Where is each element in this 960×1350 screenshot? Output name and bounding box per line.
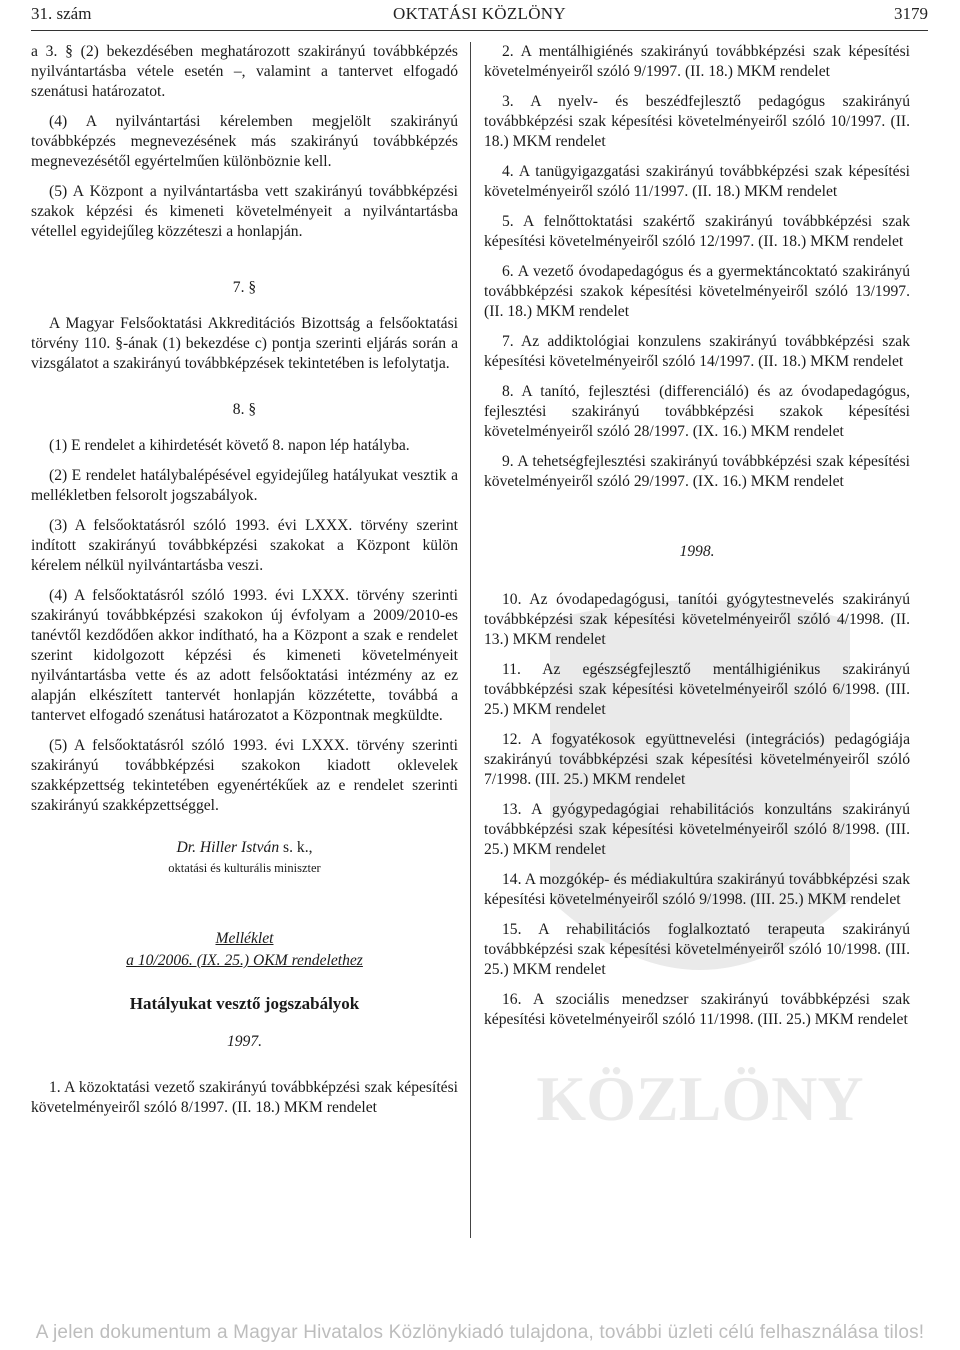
annex-title: Hatályukat vesztő jogszabályok <box>129 994 360 1013</box>
header-rule <box>31 30 928 31</box>
column-divider <box>470 42 471 1238</box>
section-heading: 7. § <box>232 279 257 296</box>
journal-title: OKTATÁSI KÖZLÖNY <box>393 4 566 23</box>
list-item: 16. A szociális menedzser szakirányú továbbképzési szak képesítési követelményeiről szóló 11/1998. (III. 25.) MKM rendelet <box>484 991 910 1028</box>
list-item: 7. Az addiktológiai konzulens szakirányú továbbképzési szak képesítési követelményeiről szóló 14/1997. (II. 18.) MKM rendelet <box>484 333 910 370</box>
signer-name: Dr. Hiller István <box>176 839 280 856</box>
list-item: 14. A mozgókép- és médiakultúra szakirányú továbbképzési szak képesítési követelményeiről szóló 9/1998. (III. 25.) MKM rendelet <box>484 871 910 908</box>
list-item: 9. A tehetségfejlesztési szakirányú továbbképzési szak képesítési követelményeiről szóló 29/1997. (IX. 16.) MKM rendelet <box>484 453 910 490</box>
list-item: 5. A felnőttoktatási szakértő szakirányú továbbképzési szak képesítési követelményeiről szóló 12/1997. (II. 18.) MKM rendelet <box>484 213 910 250</box>
section-heading: 8. § <box>232 401 257 418</box>
list-item: 13. A gyógypedagógiai rehabilitációs konzultáns szakirányú továbbképzési szak képesítési követelményeiről szóló 8/1998. (III. 25.) MKM rendelet <box>484 801 910 858</box>
signature-block <box>31 838 458 878</box>
list-item: 8. A tanító, fejlesztési (differenciáló) és az óvodapedagógus, fejlesztési szakirányú továbbképzési szakok képesítési követelményeiről szóló 28/1997. (IX. 16.) MKM rendelet <box>484 383 910 440</box>
paragraph: (5) A Központ a nyilvántartásba vett szakirányú továbbképzési szakok képzési és kimeneti követelményeit a nyilvántartásba vétellel egyidejűleg közzéteszi a honlapján. <box>31 183 458 240</box>
paragraph: a 3. § (2) bekezdésében meghatározott szakirányú továbbképzés nyilvántartásba vétele esetén –, valamint a tantervet elfogadó szenátusi határozatot. <box>31 43 458 100</box>
paragraph: (3) A felsőoktatásról szóló 1993. évi LXXX. törvény szerint indított szakirányú továbbképzési szakokat a Központ külön kérelem nélkül nyilvántartásba veszi. <box>31 517 458 574</box>
watermark-text: KÖZLÖNY <box>536 1063 864 1134</box>
paragraph: (5) A felsőoktatásról szóló 1993. évi LXXX. törvény szerinti szakirányú továbbképzési szakokon kiadott oklevelek szakképzettség tekintetében egyenértékűek az e rendelet szerinti szakirányú szakképzettséggel. <box>31 737 458 814</box>
paragraph: (4) A nyilvántartási kérelemben megjelölt szakirányú továbbképzés megnevezésének más szakirányú továbbképzés megnevezésétől egyértelműen különböznie kell. <box>31 113 458 170</box>
list-item: 12. A fogyatékosok együttnevelési (integrációs) pedagógiája szakirányú továbbképzési szak képesítési követelményeiről szóló 7/1998. (III. 25.) MKM rendelet <box>484 731 910 788</box>
issue-number: 31. szám <box>31 4 92 23</box>
year-heading: 1998. <box>679 543 715 560</box>
list-item: 4. A tanügyigazgatási szakirányú továbbképzési szak képesítési követelményeiről szóló 11/1997. (II. 18.) MKM rendelet <box>484 163 910 200</box>
list-item: 11. Az egészségfejlesztő mentálhigiénikus szakirányú továbbképzési szak képesítési követelményeiről szóló 6/1998. (III. 25.) MKM rendelet <box>484 661 910 718</box>
list-item: 3. A nyelv- és beszédfejlesztő pedagógus szakirányú továbbképzési szak képesítési követelményeiről szóló 10/1997. (II. 18.) MKM rendelet <box>484 93 910 150</box>
list-item: 15. A rehabilitációs foglalkoztató terapeuta szakirányú továbbképzési szak képesítési követelményeiről szóló 10/1998. (III. 25.) MKM rendelet <box>484 921 910 978</box>
right-column <box>484 42 910 1040</box>
annex-label: Melléklet <box>215 930 274 947</box>
left-column <box>31 42 458 1128</box>
list-item: 10. Az óvodapedagógusi, tanítói gyógytestnevelés szakirányú továbbképzési szak képesítési követelményeiről szóló 4/1998. (II. 13.) MKM rendelet <box>484 591 910 648</box>
year-heading: 1997. <box>226 1033 263 1050</box>
list-item: 2. A mentálhigiénés szakirányú továbbképzési szak képesítési követelményeiről szóló 9/1997. (II. 18.) MKM rendelet <box>484 43 910 80</box>
signer-suffix: s. k., <box>279 839 313 856</box>
paragraph: A Magyar Felsőoktatási Akkreditációs Bizottság a felsőoktatási törvény 110. §-ának (1) bekezdése c) pontja szerinti eljárás során a vizsgálatot a szakirányú továbbképzések tekintetében is lefolytatja. <box>31 315 458 372</box>
signer-title: oktatási és kulturális miniszter <box>168 861 321 875</box>
paragraph: (4) A felsőoktatásról szóló 1993. évi LXXX. törvény szerinti szakirányú továbbképzési szakokon új évfolyam a 2009/2010-es tanévtől kezdődően akkor indítható, ha a Központ a szak e rendelet szerint kidolgozott képzési és kimeneti követelményeit nyilvántartásba vette és az adott felsőoktatási intézmény az ez alapján elkészített tantervét honlapján közzétette, továbbá a tantervet elfogadó szenátusi határozatot a Központnak megküldte. <box>31 587 458 724</box>
annex-reference <box>31 928 458 972</box>
copyright-footer: A jelen dokumentum a Magyar Hivatalos Közlönykiadó tulajdona, további üzleti célú felhasználása tilos! <box>35 1322 925 1343</box>
page-number: 3179 <box>894 4 928 23</box>
paragraph: (2) E rendelet hatálybalépésével egyidejűleg hatályukat vesztik a mellékletben felsorolt jogszabályok. <box>31 467 458 504</box>
annex-decree: a 10/2006. (IX. 25.) OKM rendelethez <box>126 952 363 969</box>
list-item: 6. A vezető óvodapedagógus és a gyermektáncoktató szakirányú továbbképzési szakok képesítési követelményeiről szóló 13/1997. (II. 18.) MKM rendelet <box>484 263 910 320</box>
paragraph: (1) E rendelet a kihirdetését követő 8. napon lép hatályba. <box>49 437 410 454</box>
page-header <box>31 4 928 28</box>
list-item: 1. A közoktatási vezető szakirányú továbbképzési szak képesítési követelményeiről szóló 8/1997. (II. 18.) MKM rendelet <box>31 1079 458 1116</box>
